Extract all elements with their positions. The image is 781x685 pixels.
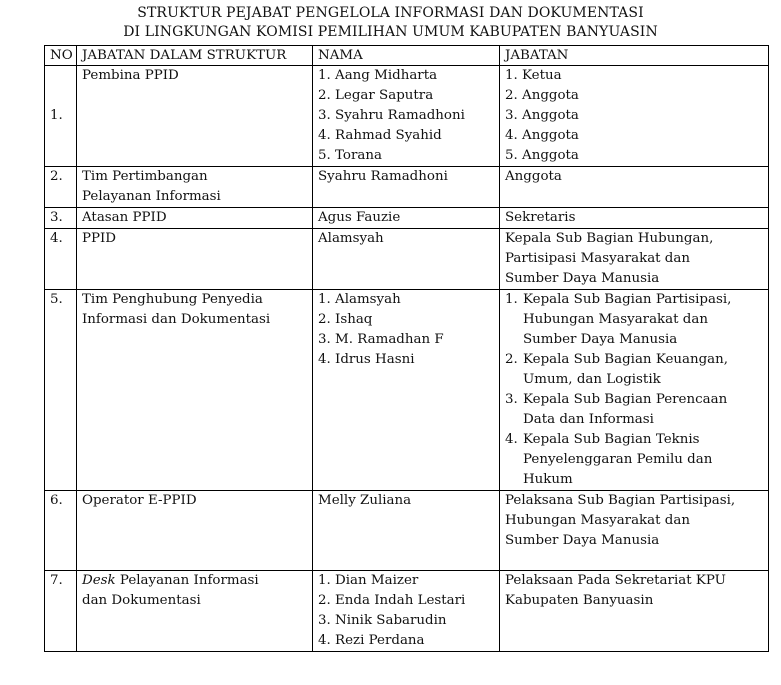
jabatan-cell — [500, 290, 769, 491]
nama-cell — [313, 571, 500, 652]
cell-line: Pelaksana Sub Bagian Partisipasi, — [505, 493, 736, 508]
title-line-2: DI LINGKUNGAN KOMISI PEMILIHAN UMUM KABUPATEN BANYUASIN — [123, 24, 658, 40]
cell-line: Kepala Sub Bagian Teknis — [523, 432, 700, 447]
jabatan-struktur-cell — [77, 290, 313, 491]
cell-line: Penyelenggaran Pemilu dan — [523, 452, 713, 467]
table-row — [45, 290, 769, 491]
list-text — [523, 390, 763, 430]
row-number: 6. — [45, 491, 77, 571]
document-title — [0, 4, 781, 42]
nama-list — [318, 66, 494, 166]
jabatan-cell — [500, 66, 769, 167]
nama-cell: Alamsyah — [313, 229, 500, 290]
jabatan-cell — [500, 491, 769, 571]
jabatan-cell — [500, 571, 769, 652]
title-line-1: STRUKTUR PEJABAT PENGELOLA INFORMASI DAN DOKUMENTASI — [137, 5, 644, 21]
list-item: 3. Syahru Ramadhoni — [318, 108, 465, 123]
jabatan-cell: Sekretaris — [500, 208, 769, 229]
cell-line: Kepala Sub Bagian Keuangan, — [523, 352, 729, 367]
list-item: 5. Anggota — [505, 148, 579, 163]
cell-line: Data dan Informasi — [523, 412, 654, 427]
list-text — [523, 350, 763, 390]
jabatan-cell: Anggota — [500, 167, 769, 208]
list-item: 1. Alamsyah — [318, 292, 401, 307]
cell-line: Hubungan Masyarakat dan — [505, 513, 690, 528]
list-item: 4. Rahmad Syahid — [318, 128, 442, 143]
header-jabatan-struktur: JABATAN DALAM STRUKTUR — [77, 46, 313, 66]
list-item — [505, 350, 763, 390]
jabatan-cell — [500, 229, 769, 290]
list-item: 2. Legar Saputra — [318, 88, 434, 103]
row-number: 1. — [45, 66, 77, 167]
cell-line: Kepala Sub Bagian Partisipasi, — [523, 292, 732, 307]
list-text — [523, 290, 763, 350]
cell-line: Tim Pertimbangan — [82, 169, 208, 184]
cell-line: Kabupaten Banyuasin — [505, 593, 654, 608]
list-number: 3. — [505, 392, 518, 407]
cell-line: dan Dokumentasi — [82, 593, 201, 608]
table-row — [45, 208, 769, 229]
nama-list — [318, 290, 494, 370]
row-number: 2. — [45, 167, 77, 208]
list-item: 3. M. Ramadhan F — [318, 332, 444, 347]
jabatan-struktur-cell: Pembina PPID — [77, 66, 313, 167]
jabatan-struktur-cell: Atasan PPID — [77, 208, 313, 229]
jabatan-struktur-cell: Operator E-PPID — [77, 491, 313, 571]
list-number: 4. — [505, 432, 518, 447]
list-item: 3. Ninik Sabarudin — [318, 613, 447, 628]
list-item: 4. Anggota — [505, 128, 579, 143]
structure-table — [44, 45, 769, 652]
cell-line: Sumber Daya Manusia — [523, 332, 678, 347]
header-nama: NAMA — [313, 46, 500, 66]
jabatan-struktur-cell — [77, 571, 313, 652]
list-item — [505, 290, 763, 350]
row-number: 7. — [45, 571, 77, 652]
nama-cell — [313, 66, 500, 167]
cell-line: Sumber Daya Manusia — [505, 271, 660, 286]
row-number: 4. — [45, 229, 77, 290]
cell-line: Partisipasi Masyarakat dan — [505, 251, 690, 266]
nama-cell: Agus Fauzie — [313, 208, 500, 229]
table-row — [45, 167, 769, 208]
jabatan-list — [505, 66, 763, 166]
nama-cell: Melly Zuliana — [313, 491, 500, 571]
list-item: 5. Torana — [318, 148, 382, 163]
table-header-row — [45, 46, 769, 66]
list-item: 2. Ishaq — [318, 312, 373, 327]
list-item: 1. Ketua — [505, 68, 562, 83]
cell-line: Kepala Sub Bagian Hubungan, — [505, 231, 714, 246]
list-item: 1. Aang Midharta — [318, 68, 438, 83]
jabatan-list — [505, 290, 763, 490]
cell-line: Sumber Daya Manusia — [505, 533, 660, 548]
cell-line: Informasi dan Dokumentasi — [82, 312, 271, 327]
cell-line — [82, 571, 307, 591]
table-row — [45, 571, 769, 652]
cell-line: Pelaksaan Pada Sekretariat KPU — [505, 573, 726, 588]
cell-line: Hukum — [523, 472, 573, 487]
cell-line: Tim Penghubung Penyedia — [82, 292, 263, 307]
list-item: 3. Anggota — [505, 108, 579, 123]
cell-line: Pelayanan Informasi — [82, 189, 221, 204]
row-number: 5. — [45, 290, 77, 491]
jabatan-struktur-cell: PPID — [77, 229, 313, 290]
row-number: 3. — [45, 208, 77, 229]
list-item: 4. Idrus Hasni — [318, 352, 415, 367]
nama-list — [318, 571, 494, 651]
table-row — [45, 66, 769, 167]
list-text — [523, 430, 763, 490]
list-number: 2. — [505, 352, 518, 367]
header-jabatan: JABATAN — [500, 46, 769, 66]
list-number: 1. — [505, 292, 518, 307]
cell-line: Kepala Sub Bagian Perencaan — [523, 392, 728, 407]
list-item: 2. Anggota — [505, 88, 579, 103]
list-item — [505, 430, 763, 490]
jabatan-struktur-cell — [77, 167, 313, 208]
cell-line: Hubungan Masyarakat dan — [523, 312, 708, 327]
table-row — [45, 491, 769, 571]
nama-cell: Syahru Ramadhoni — [313, 167, 500, 208]
cell-text: Pelayanan Informasi — [115, 573, 259, 588]
list-item: 4. Rezi Perdana — [318, 633, 425, 648]
list-item: 2. Enda Indah Lestari — [318, 593, 466, 608]
header-no: NO — [45, 46, 77, 66]
desk-italic: Desk — [82, 573, 116, 588]
list-item: 1. Dian Maizer — [318, 573, 419, 588]
list-item — [505, 390, 763, 430]
cell-line: Umum, dan Logistik — [523, 372, 661, 387]
nama-cell — [313, 290, 500, 491]
table-row — [45, 229, 769, 290]
